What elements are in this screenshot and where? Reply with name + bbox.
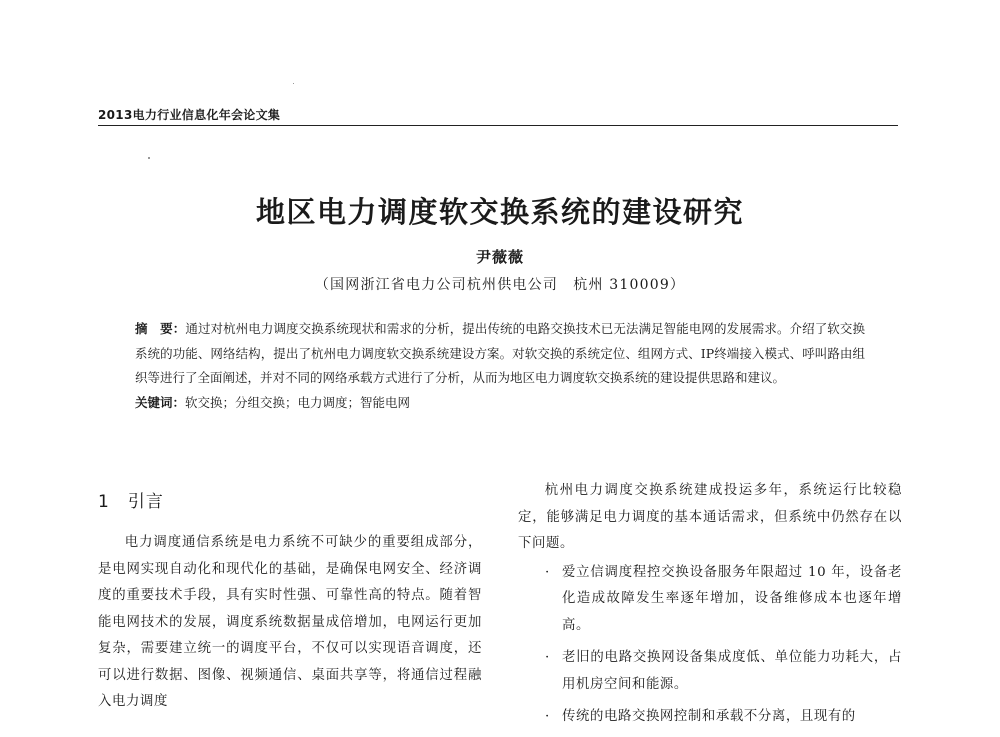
paper-title: 地区电力调度软交换系统的建设研究 xyxy=(255,195,744,229)
header-rule xyxy=(98,125,898,126)
section-heading xyxy=(98,487,482,512)
problem-list xyxy=(518,560,902,731)
scan-speck xyxy=(148,157,150,159)
list-item-text: 传统的电路交换网控制和承载不分离，且现有的 xyxy=(562,709,856,724)
abstract-paragraph xyxy=(135,317,865,391)
abstract-block xyxy=(135,317,865,415)
list-item xyxy=(518,645,902,698)
bullet-marker: · xyxy=(545,650,550,665)
author-name: 尹薇薇 xyxy=(475,248,524,266)
list-item xyxy=(518,704,902,731)
right-column xyxy=(518,478,902,737)
intro-paragraph: 电力调度通信系统是电力系统不可缺少的重要组成部分，是电网实现自动化和现代化的基础，是确保电网安全、经济调度的重要技术手段，具有实时性强、可靠性高的特点。随着智能电网技术的发展，调度系统数据量成倍增加，电网运行更加复杂，需要建立统一的调度平台，不仅可以实现语音调度，还可以进行数据、图像、视频通信、桌面共享等，将通信过程融入电力调度 xyxy=(98,535,482,709)
keywords-paragraph xyxy=(135,391,865,416)
left-column xyxy=(98,487,482,716)
scan-speck xyxy=(293,83,294,84)
section-title: 引言 xyxy=(127,492,164,512)
section-number: 1 xyxy=(98,492,110,512)
list-item xyxy=(518,560,902,640)
keywords-label: 关键词： xyxy=(135,394,186,410)
bullet-marker: · xyxy=(545,709,550,724)
keywords-text: 软交换；分组交换；电力调度；智能电网 xyxy=(185,394,411,410)
bullet-marker: · xyxy=(545,564,550,580)
author-affiliation: （国网浙江省电力公司杭州供电公司 杭州 310009） xyxy=(314,277,686,293)
status-paragraph: 杭州电力调度交换系统建成投运多年，系统运行比较稳定，能够满足电力调度的基本通话需求，但系统中仍然存在以下问题。 xyxy=(518,483,902,551)
abstract-label: 摘 要： xyxy=(135,321,186,336)
abstract-text: 通过对杭州电力调度交换系统现状和需求的分析，提出传统的电路交换技术已无法满足智能电网的发展需求。介绍了软交换系统的功能、网络结构，提出了杭州电力调度软交换系统建设方案。对软交换的系统定位、组网方式、IP终端接入模式、呼叫路由组织等进行了全面阐述，并对不同的网络承载方式进行了分析，从而为地区电力调度软交换系统的建设提供思路和建议。 xyxy=(135,321,865,385)
list-item-text: 老旧的电路交换网设备集成度低、单位能力功耗大，占用机房空间和能源。 xyxy=(562,650,902,692)
running-head: 2013电力行业信息化年会论文集 xyxy=(98,108,281,122)
list-item-text: 爱立信调度程控交换设备服务年限超过 10 年，设备老化造成故障发生率逐年增加，设备维修成本也逐年增高。 xyxy=(562,564,902,633)
